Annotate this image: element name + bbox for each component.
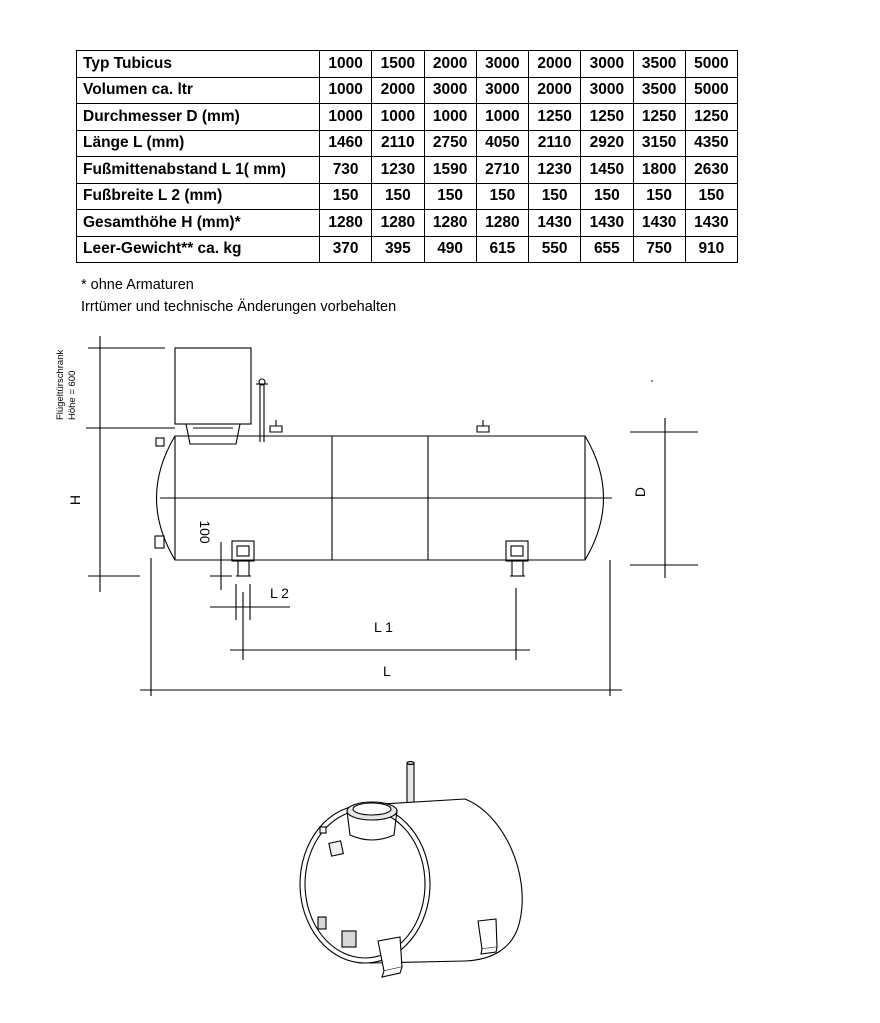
iso-foot-back [478, 919, 497, 949]
table-cell: 2000 [424, 51, 476, 78]
iso-end-fitting-bottom [342, 931, 356, 947]
table-cell: 3500 [633, 51, 685, 78]
row-label: Typ Tubicus [77, 51, 320, 78]
table-cell: 730 [320, 157, 372, 184]
table-cell: 1000 [424, 104, 476, 131]
table-cell: 1000 [320, 77, 372, 104]
table-cell: 370 [320, 236, 372, 263]
table-cell: 3150 [633, 130, 685, 157]
table-cell: 1430 [685, 210, 737, 237]
row-label: Volumen ca. ltr [77, 77, 320, 104]
table-cell: 4350 [685, 130, 737, 157]
table-cell: 3000 [424, 77, 476, 104]
table-cell: 2000 [529, 77, 581, 104]
cabinet-neck [186, 424, 240, 444]
table-cell: 1250 [685, 104, 737, 131]
row-label: Fußbreite L 2 (mm) [77, 183, 320, 210]
table-cell: 150 [633, 183, 685, 210]
cabinet-label-line2: Höhe = 600 [67, 370, 78, 420]
dimension-label-100: 100 [197, 520, 213, 544]
table-row [77, 157, 738, 184]
technical-drawing [0, 320, 880, 710]
table-cell: 655 [581, 236, 633, 263]
table-cell: 150 [320, 183, 372, 210]
table-cell: 1000 [476, 104, 528, 131]
table-row [77, 77, 738, 104]
table-cell: 1430 [529, 210, 581, 237]
table-cell: 3000 [581, 51, 633, 78]
table-cell: 1430 [581, 210, 633, 237]
table-cell: 615 [476, 236, 528, 263]
table-cell: 3000 [476, 77, 528, 104]
disclaimer-text: Irrtümer und technische Änderungen vorbehalten [81, 299, 397, 315]
dimension-label-L2: L 2 [270, 585, 289, 601]
table-cell: 1250 [529, 104, 581, 131]
table-cell: 490 [424, 236, 476, 263]
table-cell: 1800 [633, 157, 685, 184]
table-row [77, 51, 738, 78]
table-cell: 150 [372, 183, 424, 210]
table-cell: 2710 [476, 157, 528, 184]
table-cell: 395 [372, 236, 424, 263]
table-cell: 2110 [372, 130, 424, 157]
row-label: Leer-Gewicht** ca. kg [77, 236, 320, 263]
row-label: Durchmesser D (mm) [77, 104, 320, 131]
dimension-label-L: L [383, 663, 391, 679]
foot-right [506, 541, 528, 576]
table-cell: 2110 [529, 130, 581, 157]
table-cell: 2000 [372, 77, 424, 104]
row-label: Gesamthöhe H (mm)* [77, 210, 320, 237]
table-cell: 5000 [685, 77, 737, 104]
iso-end-fitting-top [329, 841, 343, 856]
table-cell: 5000 [685, 51, 737, 78]
table-cell: 750 [633, 236, 685, 263]
cabinet-label-line1: Flügeltürschrank [55, 349, 66, 420]
table-cell: 2750 [424, 130, 476, 157]
footnote-text: * ohne Armaturen [81, 277, 194, 293]
cabinet-shape [175, 348, 251, 424]
table-cell: 2000 [529, 51, 581, 78]
dimension-label-L1: L 1 [374, 619, 393, 635]
table-cell: 4050 [476, 130, 528, 157]
foot-left [232, 541, 254, 576]
table-row [77, 210, 738, 237]
table-cell: 3000 [581, 77, 633, 104]
table-cell: 1000 [320, 104, 372, 131]
top-fitting-right [477, 420, 489, 432]
table-cell: 1590 [424, 157, 476, 184]
table-cell: 3500 [633, 77, 685, 104]
table-cell: 1000 [372, 104, 424, 131]
dimension-label-H: H [67, 494, 83, 506]
table-cell: 3000 [476, 51, 528, 78]
table-cell: 1230 [372, 157, 424, 184]
table-cell: 1230 [529, 157, 581, 184]
table-cell: 1000 [320, 51, 372, 78]
table-cell: 1500 [372, 51, 424, 78]
table-cell: 2920 [581, 130, 633, 157]
table-row [77, 183, 738, 210]
table-cell: 1250 [633, 104, 685, 131]
spec-table-body [77, 51, 738, 263]
table-cell: 150 [424, 183, 476, 210]
table-cell: 150 [529, 183, 581, 210]
table-cell: 1280 [476, 210, 528, 237]
tank-isometric-illustration [290, 755, 530, 985]
table-cell: 150 [476, 183, 528, 210]
table-row [77, 130, 738, 157]
table-cell: 1280 [372, 210, 424, 237]
dimension-label-D: D [632, 486, 648, 498]
table-cell: 150 [685, 183, 737, 210]
top-fitting-left [270, 420, 282, 432]
table-cell: 1280 [320, 210, 372, 237]
table-cell: 1460 [320, 130, 372, 157]
table-cell: 2630 [685, 157, 737, 184]
table-cell: 550 [529, 236, 581, 263]
iso-foot-front [378, 937, 402, 971]
table-row [77, 236, 738, 263]
spec-table [76, 50, 738, 263]
table-cell: 910 [685, 236, 737, 263]
table-row [77, 104, 738, 131]
table-cell: 1250 [581, 104, 633, 131]
row-label: Länge L (mm) [77, 130, 320, 157]
table-cell: 150 [581, 183, 633, 210]
table-cell: 1430 [633, 210, 685, 237]
table-cell: 1450 [581, 157, 633, 184]
row-label: Fußmittenabstand L 1( mm) [77, 157, 320, 184]
table-cell: 1280 [424, 210, 476, 237]
